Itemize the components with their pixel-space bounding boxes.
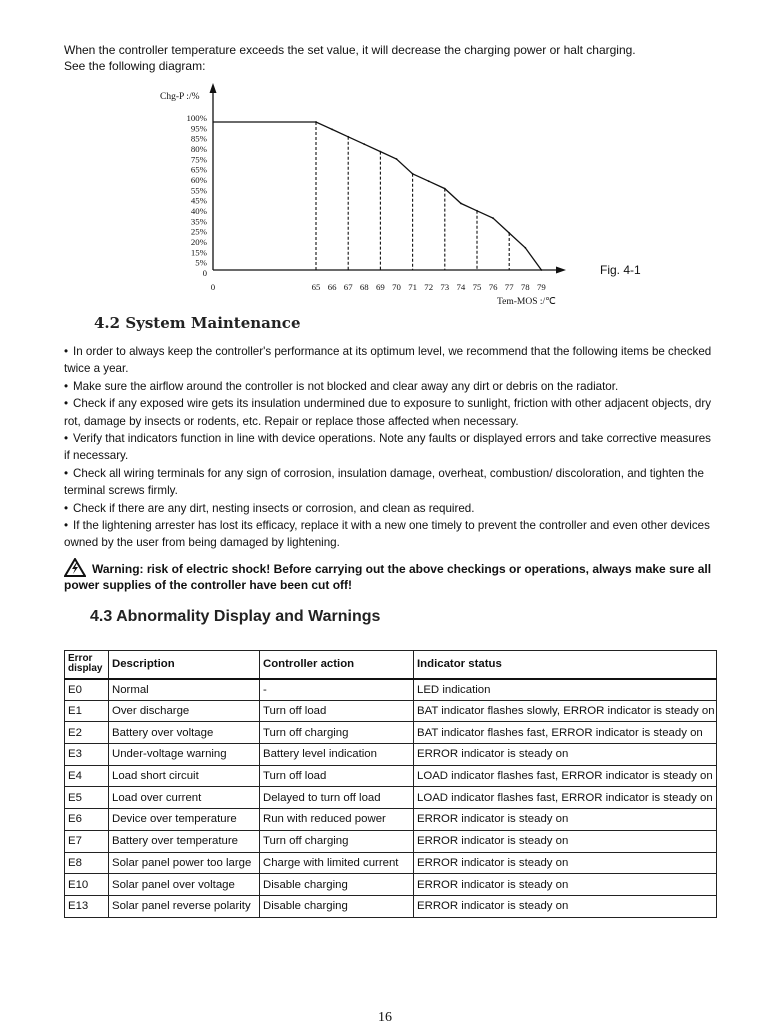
x-tick-label: 79 [537,282,546,292]
derating-chart [0,0,768,320]
maintenance-item [64,378,714,395]
header-error-display: Error display [65,651,109,679]
data-point [396,158,398,160]
x-tick-label: 78 [520,282,530,292]
x-axis-arrow-icon [556,267,566,274]
controller-action: - [260,679,414,701]
y-tick-label: 95% [190,123,207,134]
x-tick-label: 71 [408,282,417,292]
table-row [65,722,717,744]
x-tick-label: 73 [440,282,450,292]
data-point [315,121,317,123]
maintenance-list [64,343,714,552]
data-point [412,173,414,175]
controller-action: Charge with limited current [260,852,414,874]
data-point [428,180,430,182]
x-tick-label: 75 [472,282,482,292]
maintenance-item-text: Check if any exposed wire gets its insulation undermined due to exposure to sunlight, friction with other adjacent objects, dry rot, damage by insects or rodents, etc. Repair or replace those affected when necessary. [64,397,712,428]
indicator-status: LED indication [414,679,717,701]
error-description: Device over temperature [109,809,260,831]
table-row [65,744,717,766]
error-code: E7 [65,830,109,852]
y-tick-label: 0 [202,268,207,278]
error-code: E0 [65,679,109,701]
y-tick-label: 45% [190,195,207,206]
x-tick-label: 74 [456,282,466,292]
indicator-status: LOAD indicator flashes fast, ERROR indicator is steady on [414,765,717,787]
figure-label: Fig. 4-1 [600,263,641,277]
maintenance-item-text: If the lightening arrester has lost its efficacy, replace it with a new one timely to prevent the controller and even other devices owned by the user from being damaged by lightening. [64,519,710,550]
error-code: E1 [65,700,109,722]
indicator-status: ERROR indicator is steady on [414,895,717,917]
indicator-status: ERROR indicator is steady on [414,874,717,896]
error-code: E3 [65,744,109,766]
error-description: Solar panel reverse polarity [109,895,260,917]
y-tick-label: 55% [190,185,207,196]
controller-action: Run with reduced power [260,809,414,831]
table-row [65,874,717,896]
bullet-icon: • [64,379,69,393]
y-tick-label: 25% [190,226,207,237]
controller-action: Delayed to turn off load [260,787,414,809]
table-row [65,765,717,787]
maintenance-item [64,517,714,552]
data-point [380,151,382,153]
table-header-row [65,651,717,679]
controller-action: Turn off charging [260,830,414,852]
section-4-3-heading: 4.3 Abnormality Display and Warnings [90,608,381,625]
indicator-status: ERROR indicator is steady on [414,809,717,831]
error-description: Load short circuit [109,765,260,787]
controller-action: Turn off load [260,700,414,722]
x-axis-title: Tem-MOS :/℃ [497,297,556,307]
y-axis-arrow-icon [210,83,217,93]
maintenance-item-text: Check if there are any dirt, nesting insects or corrosion, and clean as required. [73,501,475,515]
bullet-icon: • [64,519,69,533]
x-tick-label: 66 [327,282,337,292]
controller-action: Battery level indication [260,744,414,766]
bullet-icon: • [64,345,69,358]
data-point [347,136,349,138]
bullet-icon: • [64,466,69,480]
indicator-status: ERROR indicator is steady on [414,830,717,852]
x-tick-label: 72 [424,282,434,292]
bullet-icon: • [64,432,69,446]
error-description: Over discharge [109,700,260,722]
controller-action: Turn off load [260,765,414,787]
x-tick-label: 0 [210,282,216,292]
indicator-status: ERROR indicator is steady on [414,852,717,874]
abnormality-table [64,650,717,918]
data-point [508,232,510,234]
x-tick-label: 68 [359,282,369,292]
maintenance-item [64,343,714,378]
intro-line-1: When the controller temperature exceeds the set value, it will decrease the charging power or halt charging. [64,43,636,57]
data-point [444,188,446,190]
y-tick-label: 85% [190,133,207,144]
maintenance-item-text: Make sure the airflow around the controller is not blocked and clear away any dirt or debris on the radiator. [73,379,619,393]
indicator-status: BAT indicator flashes fast, ERROR indicator is steady on [414,722,717,744]
y-tick-label: 75% [190,154,207,165]
y-tick-label: 100% [186,113,207,123]
y-tick-label: 5% [195,257,207,268]
error-code: E5 [65,787,109,809]
section-4-2-heading: 4.2 System Maintenance [94,314,301,332]
error-description: Load over current [109,787,260,809]
y-tick-label: 40% [190,206,207,216]
electric-shock-warning [64,558,724,593]
table-row [65,679,717,701]
data-point [476,210,478,212]
x-tick-label: 70 [392,282,401,292]
error-description: Under-voltage warning [109,744,260,766]
indicator-status: ERROR indicator is steady on [414,744,717,766]
controller-action: Disable charging [260,874,414,896]
maintenance-item [64,430,714,465]
maintenance-item [64,465,714,500]
controller-action: Turn off charging [260,722,414,744]
header-indicator-status: Indicator status [414,651,717,679]
electric-shock-warning-icon [64,558,86,577]
maintenance-item-text: Verify that indicators function in line with device operations. Note any faults or displayed errors and take corrective measures if necessary. [64,432,711,463]
controller-action: Disable charging [260,895,414,917]
maintenance-item [64,500,714,517]
error-code: E6 [65,809,109,831]
data-point [524,247,526,249]
error-description: Solar panel over voltage [109,874,260,896]
error-description: Battery over temperature [109,830,260,852]
data-point [460,203,462,205]
table-row [65,895,717,917]
data-point [541,269,543,271]
indicator-status: BAT indicator flashes slowly, ERROR indicator is steady on [414,700,717,722]
error-code: E13 [65,895,109,917]
error-code: E8 [65,852,109,874]
x-tick-label: 65 [311,282,321,292]
data-point [492,217,494,219]
header-description: Description [109,651,260,679]
x-tick-label: 77 [504,282,514,292]
maintenance-item-text: Check all wiring terminals for any sign of corrosion, insulation damage, overheat, combustion/ discoloration, and tighten the terminal screws firmly. [64,466,704,498]
error-description: Normal [109,679,260,701]
error-code: E4 [65,765,109,787]
table-row [65,787,717,809]
data-point [363,143,365,145]
y-tick-label: 60% [190,175,207,185]
error-code: E2 [65,722,109,744]
error-description: Solar panel power too large [109,852,260,874]
maintenance-item-text: In order to always keep the controller's performance at its optimum level, we recommend that the following items be checked twice a year. [64,345,712,376]
y-tick-label: 20% [190,237,207,247]
bullet-icon: • [64,501,69,515]
error-code: E10 [65,874,109,896]
table-row [65,830,717,852]
x-tick-label: 76 [488,282,498,292]
maintenance-item [64,395,714,430]
intro-line-2: See the following diagram: [64,59,206,73]
page-number: 16 [378,1010,392,1024]
indicator-status: LOAD indicator flashes fast, ERROR indicator is steady on [414,787,717,809]
y-tick-label: 15% [190,247,207,258]
y-tick-label: 80% [190,144,207,154]
header-controller-action: Controller action [260,651,414,679]
y-axis-title: Chg-P :/% [160,92,200,102]
table-row [65,809,717,831]
table-row [65,852,717,874]
data-point [331,129,333,131]
charging-power-line [213,122,541,270]
table-row [65,700,717,722]
y-tick-label: 65% [190,164,207,175]
x-tick-label: 67 [343,282,353,292]
bullet-icon: • [64,397,69,411]
warning-text: Warning: risk of electric shock! Before carrying out the above checkings or operations, always make sure all power supplies of the controller have been cut off! [64,562,712,592]
error-description: Battery over voltage [109,722,260,744]
x-tick-label: 69 [376,282,385,292]
y-tick-label: 35% [190,216,207,227]
